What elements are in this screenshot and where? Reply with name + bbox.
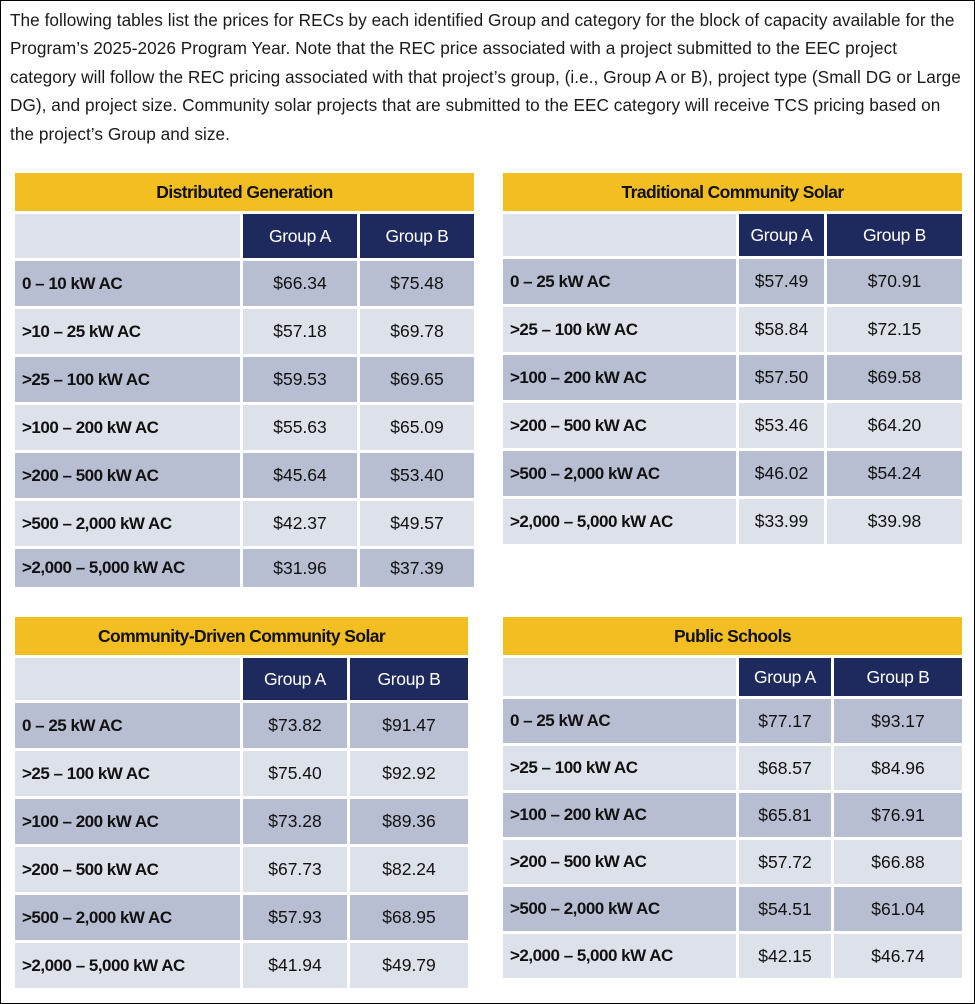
size-label: 0 – 25 kW AC xyxy=(15,703,240,748)
group-b-price: $49.57 xyxy=(360,501,474,546)
table-row xyxy=(503,451,962,496)
size-label: >500 – 2,000 kW AC xyxy=(503,887,736,931)
group-a-price: $77.17 xyxy=(739,699,831,743)
group-a-price: $33.99 xyxy=(739,499,824,544)
group-b-price: $69.58 xyxy=(827,355,962,400)
group-a-price: $58.84 xyxy=(739,307,824,352)
group-b-price: $54.24 xyxy=(827,451,962,496)
size-label: >200 – 500 kW AC xyxy=(503,403,736,448)
group-a-price: $73.82 xyxy=(243,703,347,748)
group-b-price: $70.91 xyxy=(827,259,962,304)
group-a-price: $75.40 xyxy=(243,751,347,796)
size-label: >100 – 200 kW AC xyxy=(503,793,736,837)
group-a-price: $59.53 xyxy=(243,357,357,402)
table-row xyxy=(503,403,962,448)
size-label: >500 – 2,000 kW AC xyxy=(15,501,240,546)
size-label: >200 – 500 kW AC xyxy=(15,453,240,498)
group-b-price: $46.74 xyxy=(834,934,962,978)
group-a-header: Group A xyxy=(243,658,347,700)
table-row xyxy=(503,793,962,837)
group-b-header: Group B xyxy=(360,214,474,258)
group-a-price: $57.18 xyxy=(243,309,357,354)
table-row xyxy=(503,499,962,544)
group-b-price: $66.88 xyxy=(834,840,962,884)
group-b-price: $69.78 xyxy=(360,309,474,354)
group-b-price: $64.20 xyxy=(827,403,962,448)
group-b-price: $39.98 xyxy=(827,499,962,544)
group-a-price: $66.34 xyxy=(243,261,357,306)
group-a-price: $57.50 xyxy=(739,355,824,400)
table-title: Traditional Community Solar xyxy=(503,173,962,211)
table-row xyxy=(15,405,474,450)
table-row xyxy=(15,703,468,748)
group-a-header: Group A xyxy=(243,214,357,258)
group-a-price: $42.15 xyxy=(739,934,831,978)
table-row xyxy=(15,357,474,402)
table-row xyxy=(15,453,474,498)
group-b-price: $72.15 xyxy=(827,307,962,352)
group-a-price: $31.96 xyxy=(243,549,357,587)
group-b-price: $37.39 xyxy=(360,549,474,587)
table-traditional-community-solar xyxy=(500,170,965,547)
group-a-price: $57.49 xyxy=(739,259,824,304)
size-label: 0 – 10 kW AC xyxy=(15,261,240,306)
group-b-price: $93.17 xyxy=(834,699,962,743)
size-label: 0 – 25 kW AC xyxy=(503,259,736,304)
size-label: >2,000 – 5,000 kW AC xyxy=(15,549,240,587)
group-a-price: $67.73 xyxy=(243,847,347,892)
group-a-price: $55.63 xyxy=(243,405,357,450)
table-distributed-generation xyxy=(12,170,477,590)
group-b-header: Group B xyxy=(350,658,468,700)
table-row xyxy=(15,501,474,546)
group-b-price: $76.91 xyxy=(834,793,962,837)
group-b-price: $69.65 xyxy=(360,357,474,402)
group-b-header: Group B xyxy=(827,214,962,256)
size-label: >200 – 500 kW AC xyxy=(503,840,736,884)
size-label: >100 – 200 kW AC xyxy=(15,799,240,844)
group-b-price: $65.09 xyxy=(360,405,474,450)
size-label: >10 – 25 kW AC xyxy=(15,309,240,354)
group-b-price: $82.24 xyxy=(350,847,468,892)
header-blank xyxy=(15,214,240,258)
size-label: >25 – 100 kW AC xyxy=(503,746,736,790)
group-a-price: $42.37 xyxy=(243,501,357,546)
group-b-price: $61.04 xyxy=(834,887,962,931)
group-a-header: Group A xyxy=(739,214,824,256)
table-row xyxy=(503,840,962,884)
table-row xyxy=(15,309,474,354)
table-row xyxy=(15,751,468,796)
group-b-price: $49.79 xyxy=(350,943,468,988)
table-row xyxy=(503,355,962,400)
group-b-price: $53.40 xyxy=(360,453,474,498)
group-b-price: $68.95 xyxy=(350,895,468,940)
header-blank xyxy=(503,214,736,256)
header-blank xyxy=(15,658,240,700)
group-a-price: $57.93 xyxy=(243,895,347,940)
size-label: >25 – 100 kW AC xyxy=(15,357,240,402)
group-a-price: $46.02 xyxy=(739,451,824,496)
table-row xyxy=(15,261,474,306)
group-b-price: $91.47 xyxy=(350,703,468,748)
size-label: >200 – 500 kW AC xyxy=(15,847,240,892)
group-a-price: $53.46 xyxy=(739,403,824,448)
table-community-driven-community-solar xyxy=(12,614,471,991)
size-label: >500 – 2,000 kW AC xyxy=(15,895,240,940)
group-a-price: $41.94 xyxy=(243,943,347,988)
group-a-price: $68.57 xyxy=(739,746,831,790)
group-b-header: Group B xyxy=(834,658,962,696)
table-public-schools xyxy=(500,614,965,981)
intro-paragraph: The following tables list the prices for RECs by each identified Group and category for the block of capacity available for the Program’s 2025-2026 Program Year. Note that the REC price associated with a project submitted to the EEC project category will follow the REC pricing associated with that project’s group, (i.e., Group A or B), project type (Small DG or Large DG), and project size. Community solar projects that are submitted to the EEC category will receive TCS pricing based on the project’s Group and size. xyxy=(10,10,961,144)
size-label: >500 – 2,000 kW AC xyxy=(503,451,736,496)
table-row xyxy=(503,746,962,790)
table-title: Distributed Generation xyxy=(15,173,474,211)
table-row xyxy=(503,307,962,352)
group-a-price: $54.51 xyxy=(739,887,831,931)
table-row xyxy=(15,549,474,587)
size-label: >100 – 200 kW AC xyxy=(503,355,736,400)
size-label: >2,000 – 5,000 kW AC xyxy=(503,934,736,978)
group-b-price: $92.92 xyxy=(350,751,468,796)
table-title: Community-Driven Community Solar xyxy=(15,617,468,655)
table-row xyxy=(15,895,468,940)
size-label: >2,000 – 5,000 kW AC xyxy=(503,499,736,544)
table-row xyxy=(503,259,962,304)
group-a-price: $45.64 xyxy=(243,453,357,498)
group-a-price: $57.72 xyxy=(739,840,831,884)
header-blank xyxy=(503,658,736,696)
group-a-header: Group A xyxy=(739,658,831,696)
size-label: >25 – 100 kW AC xyxy=(15,751,240,796)
size-label: >25 – 100 kW AC xyxy=(503,307,736,352)
group-b-price: $89.36 xyxy=(350,799,468,844)
table-title: Public Schools xyxy=(503,617,962,655)
table-row xyxy=(15,943,468,988)
group-b-price: $75.48 xyxy=(360,261,474,306)
table-row xyxy=(503,934,962,978)
table-row xyxy=(15,799,468,844)
group-a-price: $73.28 xyxy=(243,799,347,844)
group-b-price: $84.96 xyxy=(834,746,962,790)
size-label: >100 – 200 kW AC xyxy=(15,405,240,450)
table-row xyxy=(503,887,962,931)
size-label: 0 – 25 kW AC xyxy=(503,699,736,743)
size-label: >2,000 – 5,000 kW AC xyxy=(15,943,240,988)
table-row xyxy=(503,699,962,743)
table-row xyxy=(15,847,468,892)
group-a-price: $65.81 xyxy=(739,793,831,837)
